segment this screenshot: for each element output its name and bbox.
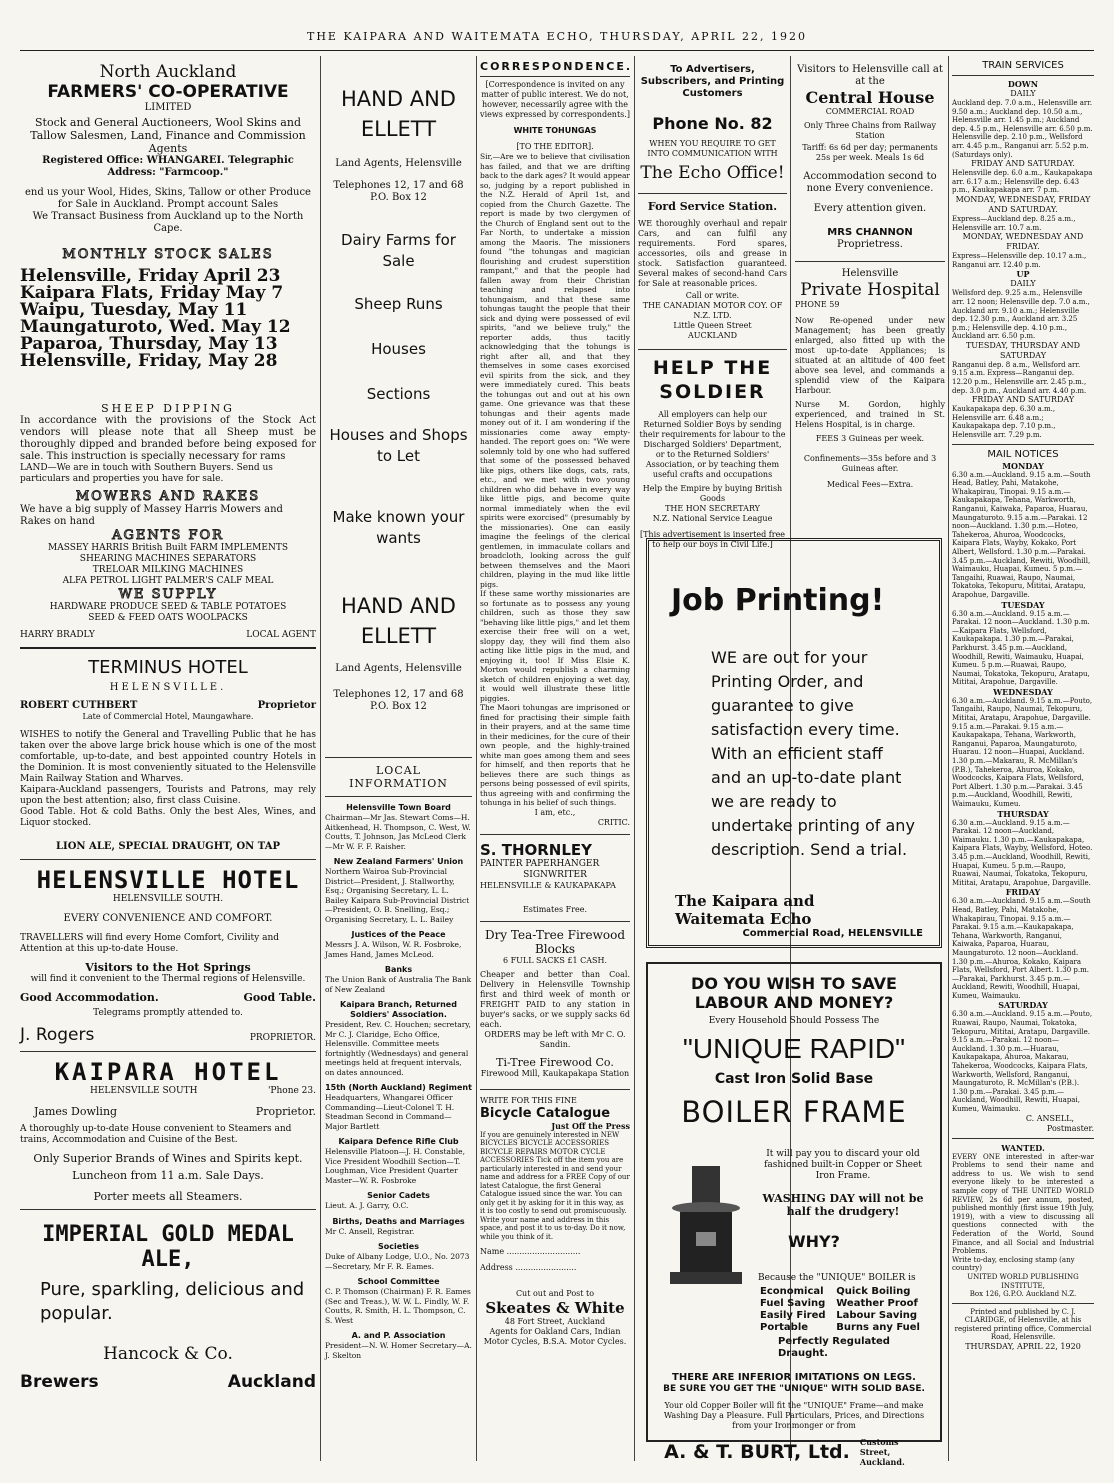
ford-city: AUCKLAND — [687, 331, 738, 340]
bicycle-cut: Cut out and Post to — [515, 1289, 595, 1298]
local-section-title: Banks — [384, 965, 413, 974]
train-tts: TUESDAY, THURSDAY AND SATURDAY — [965, 340, 1081, 360]
to-the-editor: [TO THE EDITOR]. — [516, 142, 594, 151]
ale-brewers: Brewers — [20, 1372, 99, 1392]
unique-cast: Cast Iron Solid Base — [714, 1071, 874, 1087]
unique-pay: It will pay you to discard your old fashioned built-in Copper or Sheet Iron Frame. — [764, 1149, 922, 1181]
farmers-desc: Stock and General Auctioneers, Wool Skins and Tallow Salesmen, Land, Finance and Commission Agents — [30, 116, 306, 155]
helensville-hotel-body: TRAVELLERS will find every Home Comfort, Civility and Attention at this up-to-date House. — [20, 933, 280, 954]
helensville-hotel-owner: J. Rogers — [20, 1025, 95, 1045]
hospital-med: Medical Fees—Extra. — [826, 480, 914, 489]
ford-body: WE thoroughly overhaul and repair Cars, and can fulfil any requirements. Ford spares, accessories, oils and grease in stock. Satisfaction guaranteed. Several makes of second-hand Cars for Sale at reasonable prices. — [638, 219, 787, 288]
thornley-trade: PAINTER PAPERHANGER — [480, 858, 600, 869]
train-fri-sat: FRIDAY AND SATURDAY. — [971, 159, 1075, 169]
local-section-body: The Union Bank of Australia The Bank of New Zealand — [325, 975, 472, 994]
train-fs-body: Kaukapakapa dep. 6.30 a.m., Helensville arr. 6.48 a.m.; Kaukapakapa dep. 7.10 p.m., Helensville arr. 7.29 p.m. — [952, 405, 1056, 440]
central-pre: Visitors to Helensville call at — [797, 64, 943, 75]
mail-day-body: 6.30 a.m.—Auckland. 9.15 a.m.—Parakai. 12 noon—Auckland. 1.30 p.m.—Kaipara Flats, Wellsford, Kaukapakapa. 1.30 p.m.—Parakai, Parkhurst. 3.45 p.m.—Auckland, Woodhill, Rewiti, Waimauku, Huapai, Kumeu. 5 p.m.—Ruawai, Raupo, Naumai, Tokatoka, Tekopuru, Aratapu, Mititai, Arapohue, Dargaville. — [952, 609, 1090, 687]
feature: Burns any Fuel — [836, 1322, 920, 1333]
feature: Quick Boiling — [836, 1286, 911, 1297]
train-mwfs-body: Express—Auckland dep. 8.25 a.m., Helensville arr. 10.7 a.m. — [952, 214, 1076, 232]
feature: Fuel Saving — [760, 1298, 826, 1309]
train-fri-sat-body: Helensville dep. 6.0 a.m., Kaukapakapa arr. 6.17 a.m.; Helensville dep. 6.43 p.m., Kaukapakapa arr. 7 p.m. — [952, 169, 1093, 195]
ale-city: Auckland — [227, 1372, 316, 1392]
property-item: Make known your wants — [332, 508, 465, 547]
firewood-orders: ORDERS may be left with Mr C. O. Sandin. — [484, 1029, 626, 1049]
boiler-chimney — [692, 1166, 720, 1206]
job-printing-title: Job Printing! — [671, 583, 885, 618]
mowers-body: We have a big supply of Massey Harris Mowers and Rakes on hand — [20, 504, 283, 527]
train-heading: TRAIN SERVICES — [982, 60, 1064, 71]
job-printing-body: WE are out for your Printing Order, and guarantee to give satisfaction every time. With an efficient staff and an up-to-date plant we are ready to undertake printing of any description. Send a trial. — [711, 648, 915, 859]
local-section-body: Northern Wairoa Sub-Provincial District—President, J. Stallworthy, Esq.; Organising Secretary, L. L. Bailey Kaipara Sub-Provincial District—President, O. B. Snelling, Esq.; Organising Secretary, L. L. Bailey — [325, 867, 470, 924]
mail-day: WEDNESDAY — [993, 686, 1053, 697]
kaipara-hotel-owner-role: Proprietor. — [255, 1105, 316, 1118]
property-item: Dairy Farms for Sale — [341, 231, 456, 270]
letter-signature: CRITIC. — [597, 817, 630, 827]
thornley-ad — [480, 841, 630, 915]
train-mwfs: MONDAY, WEDNESDAY, FRIDAY AND SATURDAY. — [955, 194, 1091, 214]
bicycle-name-field[interactable]: Name ............................. — [480, 1247, 581, 1256]
farmers-line1: North Auckland — [99, 62, 237, 82]
mail-day: THURSDAY — [997, 808, 1049, 819]
hospital-conf: Confinements—35s before and 3 Guineas after. — [803, 454, 937, 473]
mail-heading: MAIL NOTICES — [987, 448, 1059, 460]
central-acc: Accommodation second to none Every convenience. — [803, 171, 937, 194]
stock-sale-item: Maungaturoto, Wed. May 12 — [20, 317, 291, 337]
kaipara-hotel-sub-line — [20, 1086, 316, 1097]
thornley-sign: SIGNWRITER — [523, 869, 587, 880]
ale-title: IMPERIAL GOLD MEDAL ALE, — [42, 1222, 294, 1272]
central-role: Proprietress. — [837, 239, 903, 250]
letter-para-1: Sir,—Are we to believe that civilisation has failed, and that we are drifting back to the dark ages? It would appear so, judging by a report published in the N.Z. Herald of April 1st, and copied from the Church Gazette. The report is made by two clergymen of the Church of England sent out to the Far North, to undertake a mission among the Maoris. The missioners found "the tohungas and magician flourishing and crudest superstition rampant," and that the people had fallen away from their Christian teaching and relapsed into tohungaism, and that these same tohungas taught the people that their sick and dying were possessed of evil spirits, "and we believe truly," the reporter adds, thus tacitly acknowledging that the tohungs is right after all, and that they themselves in some cases exorcised evil spirits from the sick, and they were immediately cured. This beats the tohungas out and out at his own game. One grievance was that these tohungas and their agents made money out of it. I am wondering if the missionaries come away empty-handed. The report goes on: "We were solemnly told by one who had suffered that some of the possessed behaved like pigs, others like dogs, cats, rats, etc., and we met with two young children who did behave in every way like little pigs, and become quite normal immediately when the evil spirits were exorcised" (presumably by the missionaries). One can easily imagine the feelings of the clerical gentlemen, in immaculate collars and broadcloth, looking across the gulf between themselves and the Maori children, playing in the mud like little pigs. — [480, 152, 630, 589]
central-near: Only Three Chains from Railway Station — [803, 121, 937, 140]
stock-sale-item: Paparoa, Thursday, May 13 — [20, 334, 278, 354]
mowers-heading: MOWERS AND RAKES — [75, 489, 261, 504]
hand-ellett-name: HAND AND ELLETT — [341, 87, 456, 141]
local-section-title: Societies — [378, 1242, 419, 1251]
helensville-hotel-owner-line — [20, 1025, 316, 1045]
terminus-proprietor-line — [20, 700, 316, 712]
agents-item: SHEARING MACHINES SEPARATORS — [79, 554, 257, 564]
kaipara-hotel-brands: Only Superior Brands of Wines and Spirits kept. — [33, 1152, 303, 1165]
unique-copper: Your old Copper Boiler will fit the "UNIQUE" Frame—and make Washing Day a Pleasure. Full Particulars, Prices, and Directions from your Ironmonger or from — [663, 1401, 925, 1430]
firewood-ad — [480, 928, 630, 1079]
farmers-office: Registered Office: WHANGAREI. Telegraphic Address: "Farmcoop." — [42, 155, 294, 178]
mail-sign-role: Postmaster. — [1046, 1123, 1094, 1133]
masthead-rule — [20, 50, 1094, 51]
stock-sales-heading: MONTHLY STOCK SALES — [62, 247, 274, 262]
unique-washing: WASHING DAY will not be half the drudgery! — [762, 1192, 924, 1218]
bicycle-pre: WRITE FOR THIS FINE — [480, 1095, 577, 1105]
helensville-hotel-telegrams: Telegrams promptly attended to. — [93, 1008, 243, 1018]
agent-role: LOCAL AGENT — [246, 630, 316, 640]
terminus-hotel-ad — [20, 657, 316, 853]
letter-para-3: The Maori tohungas are imprisoned or fined for practising their simple faith in their prayers, and at the same time in their medicines, for the cure of their own people, and the highly-trained white man goes among them and sees for himself, and then reports that he believes there are such things as persons being possessed of evil spirits, thus agreeing with and confirming the tohunga in his belief of such things. — [480, 703, 630, 807]
train-mwf: MONDAY, WEDNESDAY AND FRIDAY. — [962, 232, 1084, 252]
kaipara-hotel-title: KAIPARA HOTEL — [54, 1058, 282, 1086]
local-section-title: New Zealand Farmers' Union — [333, 857, 464, 866]
firewood-mill: Firewood Mill, Kaukapakapa Station — [480, 1068, 630, 1078]
thornley-name: S. THORNLEY — [480, 840, 593, 859]
central-tariff: Tariff: 6s 6d per day; permanents 25s per week. Meals 1s 6d — [802, 143, 938, 162]
bicycle-just: Just Off the Press — [551, 1120, 630, 1131]
helensville-hotel-springs: Visitors to the Hot Springs — [85, 961, 251, 974]
farmers-line3: LIMITED — [144, 102, 192, 113]
helensville-hotel-conv: EVERY CONVENIENCE AND COMFORT. — [63, 913, 273, 924]
stock-sale-item: Waipu, Tuesday, May 11 — [20, 300, 248, 320]
hand-ellett-ad-1 — [325, 84, 472, 204]
column-4 — [638, 56, 787, 549]
column-rule — [634, 56, 635, 1461]
help-sec: THE HON SECRETARY — [665, 504, 760, 513]
train-down: DOWN — [1007, 79, 1039, 89]
bicycle-body: If you are genuinely interested in NEW BICYCLES BICYCLE ACCESSORIES BICYCLE REPAIRS MOTOR CYCLE ACCESSORIES Tick off the item you are particularly interested in and send your name and address for a FREE Copy of our latest Catalogue, the first General Catalogue issued since the war. You can only get it by asking for it in this way, as it is too costly to send out promiscuously. Write your name and address in this space, and post it to us to-day. Do it now, while you think of it. — [480, 1130, 630, 1241]
column-rule — [320, 56, 321, 1461]
correspondence-subhead: WHITE TOHUNGAS — [513, 126, 597, 135]
local-section-body: President—N. W. Homer Secretary—A. J. Skelton — [325, 1341, 472, 1360]
stock-sale-item: Helensville, Friday April 23 — [20, 266, 281, 286]
boiler-base — [670, 1272, 742, 1284]
unique-q1: DO YOU WISH TO SAVE — [691, 974, 897, 993]
supply-item: HARDWARE PRODUCE SEED & TABLE POTATOES — [49, 602, 287, 612]
local-section-title: Kaipara Defence Rifle Club — [338, 1137, 459, 1146]
unique-name: "UNIQUE RAPID" — [682, 1033, 906, 1064]
unique-perfect: Perfectly Regulated Draught. — [778, 1336, 890, 1359]
agents-item: TRELOAR MILKING MACHINES — [92, 565, 244, 575]
column-1 — [20, 56, 316, 1461]
hand-ellett-phones: Telephones 12, 17 and 68 — [333, 689, 464, 700]
mail-days — [952, 461, 1094, 1114]
unique-features-right — [836, 1286, 920, 1334]
farmers-line2: FARMERS' CO-OPERATIVE — [47, 82, 289, 102]
hand-ellett-name: HAND AND ELLETT — [341, 594, 456, 648]
local-section-title: Senior Cadets — [367, 1191, 430, 1200]
kaipara-hotel-porter: Porter meets all Steamers. — [93, 1190, 243, 1203]
advertisers-when: WHEN YOU REQUIRE TO GET INTO COMMUNICATION WITH — [647, 139, 778, 158]
property-item: Houses — [371, 340, 426, 358]
bicycle-title: Bicycle Catalogue — [480, 1105, 611, 1121]
bicycle-ad — [480, 1096, 630, 1348]
hand-ellett-phones: Telephones 12, 17 and 68 — [333, 180, 464, 191]
hand-ellett-ad-2 — [325, 591, 472, 713]
ford-co: THE CANADIAN MOTOR COY. OF N.Z. LTD. — [642, 301, 783, 320]
agents-heading: AGENTS FOR — [112, 528, 224, 543]
dipping-land: LAND—We are in touch with Southern Buyers. Send us particulars and properties you have for sale. — [20, 463, 273, 484]
kaipara-hotel-phone: 'Phone 23. — [267, 1086, 316, 1096]
central-attn: Every attention given. — [813, 203, 927, 214]
supply-heading: WE SUPPLY — [118, 587, 218, 602]
local-section-body: Chairman—Mr Jas. Stewart Coms—H. Aitkenhead, H. Thompson, C. West, W. Coutts, T. Johnson, Jas McLeod Clerk—Mr W. F. F. Raisher. — [325, 813, 471, 851]
train-daily: DAILY — [1010, 279, 1036, 289]
thornley-loc: HELENSVILLE & KAUKAPAKAPA — [480, 880, 616, 890]
unique-features — [760, 1286, 920, 1334]
central-owner: MRS CHANNON — [827, 227, 913, 238]
firewood-price: 6 FULL SACKS £1 CASH. — [502, 955, 608, 965]
unique-why: WHY? — [788, 1232, 840, 1251]
hospital-title: Private Hospital — [800, 280, 940, 300]
bicycle-firm-addr: 48 Fort Street, Auckland — [504, 1317, 606, 1326]
hospital-phone: PHONE 59 — [795, 300, 840, 309]
hand-ellett-box: P.O. Box 12 — [370, 192, 427, 203]
local-section-body: Duke of Albany Lodge, U.O., No. 2073—Secretary, Mr F. R. Eames. — [325, 1252, 470, 1271]
wanted-heading: WANTED. — [1001, 1142, 1045, 1153]
helensville-hotel-ad — [20, 866, 316, 1045]
correspondence-note: [Correspondence is invited on any matter of public interest. We do not, however, necessarily agree with the views expressed by correspondents.] — [480, 80, 630, 119]
column-3 — [480, 56, 633, 1461]
feature: Labour Saving — [836, 1310, 918, 1321]
unique-rapid-ad — [646, 962, 942, 1467]
mail-day-body: 6.30 a.m.—Auckland. 9.15 a.m.—South Head, Batley, Pahi, Matakohe, Whakapirau, Tinopai. 9.15 a.m.—Kaukapakapa, Tehana, Warkworth, Ranganui, Kaiwaka, Paparoa, Huarau, Maungaturoto. 9.15 a.m.—Parakai. 12 noon—Auckland. 1.30 p.m.—Hoteo, Tahekeroa, Ahuroa, Woodcocks, Kaipara Flats, Wayby, Kokako, Port Albert, Wellsford. 1.30 p.m.—Parakai. 3.45 p.m.—Auckland, Rewiti, Woodhill, Waimauku, Huapai, Kumeu. 5 p.m.—Tangaihi, Ruawai, Raupo, Naumai, Tokatoka, Tekopuru, Mititai, Aratapu, Arapohue, Dargaville. — [952, 470, 1091, 599]
central-title: Central House — [805, 88, 935, 107]
property-item: Houses and Shops to Let — [329, 426, 468, 465]
feature: Economical — [760, 1286, 824, 1297]
kaipara-hotel-owner: James Dowling — [34, 1105, 118, 1118]
column-rule — [948, 56, 949, 1461]
agents-item: MASSEY HARRIS British Built FARM IMPLEMENTS — [48, 543, 288, 553]
boiler-door — [696, 1232, 716, 1246]
mail-day: SATURDAY — [998, 1000, 1048, 1011]
job-printing-paper1: The Kaipara and — [675, 892, 815, 910]
hospital-body: Now Re-opened under new Management; has been greatly enlarged, also fitted up with the most up-to-date Appliances; is situated at an altitude of 400 feet above sea level, and commands a splendid view of the Kaipara Harbour. — [795, 316, 945, 395]
stock-sale-item: Kaipara Flats, Friday May 7 — [20, 283, 284, 303]
kaipara-hotel-luncheon: Luncheon from 11 a.m. Sale Days. — [72, 1169, 264, 1182]
mail-day-body: 6.30 a.m.—Auckland. 9.15 a.m.—South Head, Batley, Pahi, Matakohe, Whakapirau, Tinopai. 9.15 a.m.—Parakai. 9.15 a.m.—Kaukapakapa, Tehana, Warkworth, Ranganui, Kaiwaka, Paparoa, Huarau, Maungaturoto. 12 noon—Auckland. 1.30 p.m.—Ahuroa, Kokako, Kaipara Flats, Wellsford, Port Albert. 1.30 p.m.—Parakai, Parkhurst. 3.45 p.m.—Auckland, Rewiti, Woodhill, Huapai, Kumeu, Waimauku. — [952, 897, 1091, 1000]
local-section-title: Births, Deaths and Marriages — [332, 1216, 465, 1226]
good-accommodation: Good Accommodation. — [20, 991, 159, 1004]
stock-sale-item: Helensville, Friday, May 28 — [20, 351, 278, 371]
property-item: Sheep Runs — [354, 295, 443, 313]
firewood-title: Dry Tea-Tree Firewood Blocks — [484, 927, 626, 956]
mail-day-body: 6.30 a.m.—Auckland. 9.15 a.m.—Pouto, Tangaihi, Raupo, Naumai, Tekopuru, Mititai, Aratapu, Arapohue, Dargaville. 9.15 a.m.—Parakai. 9.15 a.m.—Kaukapakapa, Tehana, Warkworth, Ranganui, Paparoa, Maungaturoto, Huarau. 12 noon—Huapai, Auckland. 1.30 p.m.—Makarau, R. McMillan's (P.B.), Tahekeroa, Ahuroa, Kokako, Woodcocks, Kaipara Flats, Wellsford, Port Albert. 1.30 p.m.—Parakai. 3.45 p.m.—Auckland, Woodhill, Rewiti, Waimauku, Kumeu. — [952, 696, 1093, 808]
local-section-title: Kaipara Branch, Returned Soldiers' Association. — [340, 1000, 457, 1019]
local-section-body: Headquarters, Whangarei Officer Commanding—Lieut-Colonel T. H. Steadman Second in Command—Major Bartlett — [325, 1093, 455, 1131]
property-item: Sections — [366, 385, 431, 403]
train-daily: DAILY — [1010, 89, 1036, 98]
agent-name: HARRY BRADLY — [20, 630, 95, 640]
ale-tagline: Pure, sparkling, delicious and popular. — [40, 1279, 305, 1324]
imprint-date: THURSDAY, APRIL 22, 1920 — [965, 1342, 1081, 1352]
hospital-nurse: Nurse M. Gordon, highly experienced, and trained in St. Helens Hospital, is in charge. — [795, 400, 945, 429]
helensville-hotel-owner-role: PROPRIETOR. — [249, 1033, 316, 1043]
ford-addr: Little Queen Street — [673, 321, 752, 330]
train-fs: FRIDAY AND SATURDAY — [971, 395, 1075, 405]
hand-ellett-box: P.O. Box 12 — [370, 701, 427, 712]
local-info-sections — [325, 803, 472, 1360]
job-printing-addr: Commercial Road, HELENSVILLE — [742, 928, 923, 939]
local-section-title: Helensville Town Board — [346, 803, 451, 812]
local-section-body: Messrs J. A. Wilson, W. R. Fosbroke, James Hand, James McLeod. — [325, 940, 462, 959]
unique-every: Every Household Should Possess The — [708, 1016, 880, 1026]
local-section-title: A. and P. Association — [351, 1331, 446, 1340]
mail-day-body: 6.30 a.m.—Auckland. 9.15 a.m.—Parakai. 12 noon—Auckland, Waimauku. 1.30 p.m.—Kaukapakapa, Kaipara Flats, Wayby, Wellsford, Hoteo. 3.45 p.m.—Auckland, Woodhill, Rewiti, Huapai, Kumeu. 5 p.m.—Raupo, Ruawai, Naumai, Tokatoka, Tekopuru, Mititai, Aratapu, Arapohue, Dargaville. — [952, 818, 1093, 887]
helensville-hotel-title: HELENSVILLE HOTEL — [36, 866, 300, 894]
feature: Weather Proof — [836, 1298, 918, 1309]
unique-features-left — [760, 1286, 826, 1334]
kaipara-hotel-owner-line — [20, 1105, 316, 1118]
ford-call: Call or write. — [685, 291, 740, 300]
train-tts-body: Ranganui dep. 8 a.m., Wellsford arr. 9.15 a.m. Express—Ranganui dep. 12.20 p.m., Helensville arr. 2.45 p.m., dep. 3.0 p.m., Auckland arr. 4.40 p.m. — [952, 360, 1087, 395]
central-at: at the — [855, 76, 885, 87]
bicycle-firm: Skeates & White — [485, 1299, 625, 1317]
train-mwf-body: Express—Helensville dep. 10.17 a.m., Ranganui arr. 12.40 p.m. — [952, 252, 1087, 269]
help-note: [This advertisement is inserted free to help our boys in Civil Life.] — [639, 530, 786, 549]
bicycle-address-field[interactable]: Address ........................ — [480, 1263, 577, 1272]
hospital-pre: Helensville — [841, 268, 899, 279]
local-info-heading: LOCAL INFORMATION — [349, 764, 448, 790]
unique-firm-line — [648, 1437, 940, 1467]
job-printing-ad — [646, 538, 942, 948]
correspondence-heading: CORRESPONDENCE. — [480, 60, 633, 73]
help-body: All employers can help our Returned Soldier Boys by sending their requirements for labour to the Discharged Soldiers' Department, or to the Returned Soldiers' Association, or by teaching them useful crafts and occupations — [639, 410, 786, 479]
stock-sales-list — [20, 268, 316, 370]
unique-firm-addr: Customs Street, Auckland. — [859, 1437, 905, 1467]
farmers-coop-ad — [20, 62, 316, 235]
local-agent-line — [20, 630, 316, 641]
letter-para-2: If these same worthy missionaries are so fortunate as to possess any young children, such as those they saw "behaving like little pigs," and let them exercise their free will on a wet, sloppy day, they will find them also acting like little pigs in the mud, and enjoying it, too! If Miss Elsie K. Morton would republish a charming sketch of children enjoying a wet day, it would well illustrate these little piggies. — [480, 589, 630, 703]
wanted-body: EVERY ONE interested in after-war Problems to send their name and address to us. We wish to send everyone likely to be interested a sample copy of THE UNITED WORLD REVIEW, 2s 6d per annum, posted, published monthly (first issue 19th July, 1919), with a view to discussing all questions connected with the Federation of the World, Sound Finance, and all Social and Industrial Problems. — [952, 1152, 1094, 1256]
terminus-prop-label: Proprietor — [257, 700, 316, 711]
kaipara-hotel-ad — [20, 1058, 316, 1203]
hand-ellett-role: Land Agents, Helensville — [335, 158, 462, 169]
help-empire: Help the Empire by buying British Goods — [642, 484, 783, 503]
mail-day: FRIDAY — [1005, 887, 1041, 898]
train-up: UP — [1016, 269, 1030, 280]
terminus-body3: Good Table. Hot & cold Baths. Only the best Ales, Wines, and Liquor stocked. — [20, 807, 316, 828]
mail-day-body: 6.30 a.m.—Auckland. 9.15 a.m.—Pouto, Ruawai, Raupo, Naumai, Tokatoka, Tekopuru, Mititai, Aratapu, Dargaville. 9.15 a.m.—Parakai. 12 noon—Auckland. 1.30 p.m.—Huarau, Kaukapakapa, Ahuroa, Makarau, Tahekeroa, Woodcocks, Kaipara Flats, Warkworth, Wellsford, Ranganui, Maungaturoto, R. McMillan's (P.B.). 1.30 p.m.—Parakai. 3.45 p.m.—Auckland, Woodhill, Rewiti, Huapai, Kumeu, Waimauku. — [952, 1010, 1093, 1113]
letter-signoff: I am, etc., — [534, 807, 576, 817]
helensville-hotel-sub: HELENSVILLE SOUTH. — [112, 894, 224, 904]
help-league: N.Z. National Service League — [652, 514, 773, 523]
local-section-body: Mr C. Ansell, Registrar. — [325, 1226, 415, 1236]
unique-q2: LABOUR AND MONEY? — [694, 993, 894, 1012]
agents-item: ALFA PETROL LIGHT PALMER'S CALF MEAL — [62, 576, 274, 586]
help-soldier-title: HELP THE SOLDIER — [652, 357, 773, 403]
ale-maker: Hancock & Co. — [103, 1344, 233, 1364]
firewood-co: Ti-Tree Firewood Co. — [496, 1055, 614, 1069]
column-6 — [952, 56, 1094, 1461]
good-table: Good Table. — [243, 991, 316, 1004]
dipping-body: In accordance with the provisions of the Stock Act vendors will please note that all Sheep must be thoroughly dipped and branded before being exposed for sale. This instruction is specially necessary for rams — [20, 415, 316, 462]
local-section-body: C. P. Thomson (Chairman) F. R. Eames (Sec and Treas.), W. W. L. Findly, W. F. Coutts, R. Smith, H. L. Thompson, C. S. West — [325, 1287, 471, 1325]
supply-item: SEED & FEED OATS WOOLPACKS — [88, 613, 248, 623]
terminus-body: WISHES to notify the General and Travelling Public that he has taken over the above large brick house which is one of the most comfortable, up-to-date, and best appointed country Hotels in the Dominion. It is most conveniently situated to the Helensville Main Railway Station and Wharves. — [20, 730, 316, 784]
hospital-fees: FEES 3 Guineas per week. — [815, 434, 925, 443]
local-section-body: Helensville Platoon—J. H. Constable, Vice President Woodhill Section—T. Loughman, Vice President Quarter Master—W. R. Fosbroke — [325, 1147, 465, 1185]
local-section-body: President, Rev. C. Houchen; secretary, Mr C. J. Claridge, Echo Office, Helensville. Committee meets fortnightly (Wednesdays) and general meetings held at frequent intervals, on dates announced. — [325, 1020, 471, 1077]
mail-sign: C. ANSELL, — [1025, 1113, 1074, 1123]
echo-office: The Echo Office! — [640, 163, 785, 183]
kaipara-hotel-sub: HELENSVILLE SOUTH — [90, 1086, 198, 1096]
bicycle-agents: Agents for Oakland Cars, Indian Motor Cycles, B.S.A. Motor Cycles. — [483, 1327, 627, 1346]
train-down-daily: Auckland dep. 7.0 a.m., Helensville arr. 9.50 a.m.; Auckland dep. 10.50 a.m., Helensville arr. 1.45 p.m.; Auckland dep. 4.5 p.m., Helensville arr. 6.50 p.m. Helensville dep. 2.10 p.m., Wellsford arr. 4.45 p.m., Ranganui arr. 5.52 p.m. (Saturdays only). — [952, 99, 1093, 159]
terminus-late: Late of Commercial Hotel, Maungawhare. — [82, 712, 254, 721]
thornley-est: Estimates Free. — [522, 904, 588, 914]
column-2 — [325, 56, 472, 1461]
job-printing-paper2: Waitemata Echo — [675, 910, 812, 928]
masthead: THE KAIPARA AND WAITEMATA ECHO, THURSDAY, APRIL 22, 1920 — [307, 30, 807, 43]
wanted-inst: UNITED WORLD PUBLISHING INSTITUTE, — [967, 1272, 1079, 1290]
ford-title: Ford Service Station. — [647, 200, 778, 213]
terminus-title: TERMINUS HOTEL — [88, 657, 248, 678]
helensville-hotel-accom-line — [20, 991, 316, 1004]
terminus-lion: LION ALE, SPECIAL DRAUGHT, ON TAP — [56, 841, 280, 852]
wanted-write: Write to-day, enclosing stamp (any country) — [952, 1255, 1075, 1273]
terminus-place: HELENSVILLE. — [109, 682, 227, 693]
property-list — [325, 230, 472, 549]
advertisers-title: To Advertisers, Subscribers, and Printing Customers — [640, 64, 785, 99]
local-section-title: 15th (North Auckland) Regiment — [325, 1083, 472, 1092]
firewood-body: Cheaper and better than Coal. Delivery in Helensville Township first and third week of month or FREIGHT PAID to any station in buyer's sacks, or we supply sacks 6d each. — [480, 969, 630, 1029]
terminus-proprietor: ROBERT CUTHBERT — [20, 700, 138, 711]
local-section-body: Lieut. A. J. Garry, O.C. — [325, 1201, 409, 1210]
boiler-frame-illustration — [662, 1160, 764, 1292]
feature: Portable — [760, 1322, 809, 1333]
train-up-daily: Wellsford dep. 9.25 a.m., Helensville arr. 12 noon; Helensville dep. 7.0 a.m., Auckland arr. 9.10 a.m.; Helensville dep. 12.30 p.m., Auckland arr. 3.25 p.m.; Helensville dep. 4.10 p.m., Auckland arr. 6.50 p.m. — [952, 289, 1090, 341]
farmers-send: end us your Wool, Hides, Skins, Tallow or other Produce for Sale in Auckland. Prompt account Sales — [25, 187, 311, 210]
unique-boiler: BOILER FRAME — [681, 1095, 907, 1129]
column-5 — [795, 56, 945, 526]
ale-brewers-line — [20, 1372, 316, 1392]
mail-day: MONDAY — [1002, 460, 1044, 471]
dipping-heading: SHEEP DIPPING — [101, 402, 235, 415]
feature: Easily Fired — [760, 1310, 826, 1321]
local-section-title: School Committee — [357, 1277, 440, 1286]
helensville-hotel-springs2: will find it convenient to the Thermal regions of Helensville. — [30, 974, 306, 984]
unique-inferior2: BE SURE YOU GET THE "UNIQUE" WITH SOLID BASE. — [663, 1384, 925, 1394]
terminus-body2: Kaipara-Auckland passengers, Tourists and Patrons, may rely upon the best attention; also, first class Cuisine. — [20, 785, 316, 806]
central-road: COMMERCIAL ROAD — [825, 107, 915, 116]
phone-number: Phone No. 82 — [652, 114, 773, 133]
imprint: Printed and published by C. J. CLARIDGE, of Helensville, at his registered printing office, Commercial Road, Helensville. — [954, 1307, 1092, 1342]
hand-ellett-role: Land Agents, Helensville — [335, 663, 462, 674]
unique-because: Because the "UNIQUE" BOILER is — [758, 1273, 916, 1283]
wanted-box: Box 126, G.P.O. Auckland N.Z. — [969, 1290, 1077, 1299]
kaipara-hotel-body: A thoroughly up-to-date House convenient to Steamers and trains, Accommodation and Cuisine of the Best. — [20, 1124, 292, 1145]
mail-day: TUESDAY — [1001, 599, 1045, 610]
local-section-title: Justices of the Peace — [351, 930, 446, 939]
imperial-ale-ad — [20, 1222, 316, 1392]
unique-firm: A. & T. BURT, Ltd. — [664, 1441, 850, 1463]
unique-inferior1: THERE ARE INFERIOR IMITATIONS ON LEGS. — [672, 1372, 916, 1383]
column-rule — [476, 56, 477, 1461]
farmers-transact: We Transact Business from Auckland up to the North Cape. — [32, 211, 304, 234]
